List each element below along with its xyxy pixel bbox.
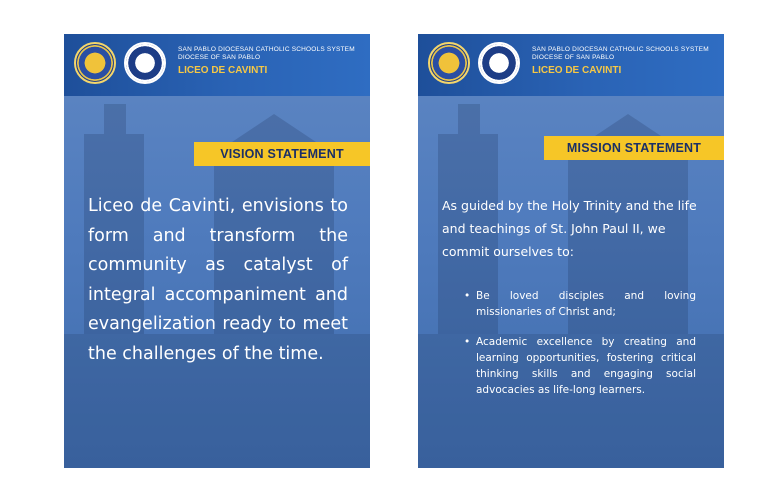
list-item: • Be loved disciples and loving missionaries of Christ and; bbox=[476, 288, 696, 320]
school-name: LICEO DE CAVINTI bbox=[532, 65, 622, 76]
header-text bbox=[532, 46, 709, 76]
header-text bbox=[178, 46, 355, 76]
diocesan-schools-seal-icon bbox=[428, 42, 470, 84]
school-name: LICEO DE CAVINTI bbox=[178, 65, 268, 76]
vision-title-banner: VISION STATEMENT bbox=[194, 142, 370, 166]
card-header bbox=[64, 34, 370, 96]
card-header bbox=[418, 34, 724, 96]
vision-text: Liceo de Cavinti, envisions to form and transform the community as catalyst of integral accompaniment and evangelization ready to meet the challenges of the time. bbox=[88, 196, 348, 364]
diocese-name: DIOCESE OF SAN PABLO bbox=[532, 54, 615, 61]
liceo-de-cavinti-seal-icon bbox=[124, 42, 166, 84]
list-item: • Academic excellence by creating and learning opportunities, fostering critical thinking skills and engaging social advocacies as life-long learners. bbox=[476, 334, 696, 398]
mission-bullet-list bbox=[476, 288, 696, 412]
diocese-name: DIOCESE OF SAN PABLO bbox=[178, 54, 261, 61]
vision-card bbox=[64, 34, 370, 468]
mission-card bbox=[418, 34, 724, 468]
diocesan-schools-seal-icon bbox=[74, 42, 116, 84]
system-name: SAN PABLO DIOCESAN CATHOLIC SCHOOLS SYSTEM bbox=[532, 46, 709, 53]
liceo-de-cavinti-seal-icon bbox=[478, 42, 520, 84]
mission-title-banner: MISSION STATEMENT bbox=[544, 136, 724, 160]
mission-intro-text: As guided by the Holy Trinity and the life and teachings of St. John Paul II, we commit ourselves to: bbox=[442, 198, 697, 259]
system-name: SAN PABLO DIOCESAN CATHOLIC SCHOOLS SYSTEM bbox=[178, 46, 355, 53]
